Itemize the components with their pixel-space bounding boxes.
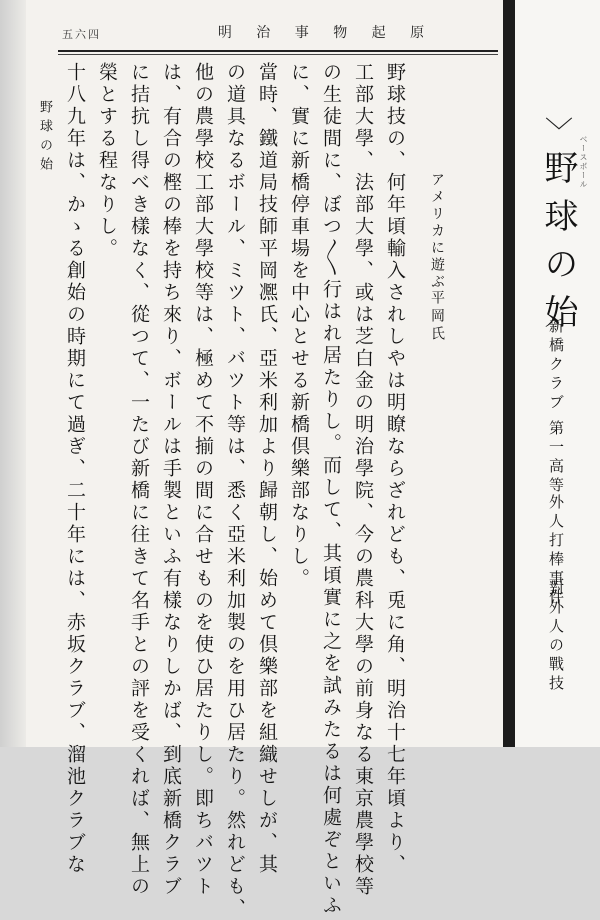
heading-subtitle: アメリカに遊ぶ <box>429 172 445 291</box>
body-column-7: 他の農學校工部大學校等は、極めて不揃の間に合せものを使ひ居たりし。即ちバツト <box>192 62 214 898</box>
running-title <box>186 22 466 44</box>
heading-author: 平岡氏 <box>429 290 445 344</box>
book-spine <box>503 0 515 747</box>
section-title: 野球の始 <box>538 150 578 342</box>
body-column-10: 榮とする程なりし。 <box>96 62 118 260</box>
page-number: 五六四 <box>62 28 101 41</box>
header-rule-thin <box>58 54 498 55</box>
body-column-11: 十八九年は、かゝる創始の時期にて過ぎ、二十年には、赤坂クラブ、溜池クラブな <box>64 62 86 876</box>
toc-item-3: 外人打棒事件 <box>547 494 565 608</box>
title-ruby: ベースボール <box>579 135 588 189</box>
running-title-text: 明 治 事 物 起 原 <box>217 25 435 41</box>
page-gutter-shadow <box>0 0 26 747</box>
body-column-4: に、實に新橋停車場を中心とせる新橋倶樂部なりし。 <box>288 62 310 590</box>
body-column-1: 野球技の、何年頃輸入されしやは明瞭ならざれども、兎に角、明治十七年頃より、 <box>384 62 406 876</box>
body-column-5: 當時、鐵道局技師平岡凞氏、亞米利加より歸朝し、始めて倶樂部を組織せしが、其 <box>256 62 278 876</box>
body-column-6: の道具なるボール、ミツト、バツト等は、悉く亞米利加製のを用ひ居たり。然れども、 <box>224 62 246 920</box>
body-column-2: 工部大學、法部大學、或は芝白金の明治學院、今の農科大學の前身なる東京農學校等 <box>352 62 374 898</box>
body-column-9: に拮抗し得べき樣なく、從つて、一たび新橋に往きて名手との評を受くれば、無上の <box>128 62 150 898</box>
margin-section-label: 野球の始 <box>37 100 52 176</box>
body-column-3: の生徒間に、ぼつ〳〵行はれ居たりし。而して、其頃實に之を試みたるは何處ぞといふ <box>320 62 342 917</box>
bracket-mark: ﹀ <box>545 115 574 148</box>
body-column-8: は、有合の樫の棒を持ち來り、ボールは手製といふ有樣なりしかば、到底新橋クラブ <box>160 62 182 898</box>
right-margin-panel <box>515 0 600 747</box>
header-rule <box>58 50 498 52</box>
toc-item-4: 對外人の戰技 <box>547 580 565 694</box>
toc-item-2: 第一高等 <box>547 420 565 496</box>
toc-item-1: 新橋クラブ <box>547 318 565 413</box>
